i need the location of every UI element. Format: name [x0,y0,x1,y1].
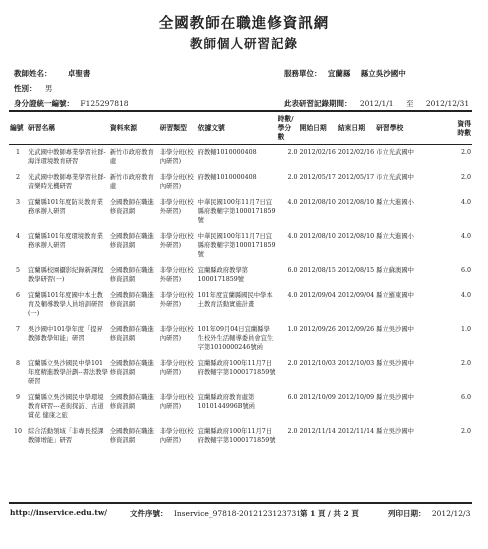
cell-name: 宜蘭縣立吳沙國民中學101年度精進教學計劃--書法教學研習 [27,360,108,385]
period-end: 2012/12/31 [425,99,470,108]
cell-basis: 101年度宜蘭縣國民中學本土教育活動實施計畫 [197,292,273,308]
cell-hours: 6.0 [287,394,298,401]
cell-start: 2012/11/14 [299,428,336,435]
header-school: 研習學校 [375,113,430,145]
cell-basis: 宜蘭縣政府100年11月7日府教輔字第1000171859號 [197,428,276,444]
id-row [14,98,129,109]
cell-no: 3 [15,199,20,206]
cell-hours: 2.0 [287,174,298,181]
cell-basis: 府教輔1010000408 [197,149,257,156]
cell-start: 2012/10/09 [299,394,336,401]
table-header-row [9,113,472,145]
cell-end: 2012/05/17 [337,174,375,181]
cell-type: 非學分班(校外研習) [159,292,194,308]
cell-end: 2012/11/14 [337,428,375,435]
table-row [9,263,472,288]
cell-type: 非學分班(校外研習) [159,233,194,249]
name-label: 教師姓名： [14,69,52,78]
cell-school: 縣立蘇澳國中 [376,267,414,274]
table-row [9,195,472,229]
cell-credit: 2.0 [460,149,471,156]
cell-source: 全國教師在職進修資訊網 [109,394,154,410]
header-credit [430,113,472,145]
gender-value: 男 [44,84,53,93]
cell-basis: 101年09月04日宜蘭縣學生校外生活輔導委員會宜生字第1010000246號函 [197,326,274,351]
cell-no: 2 [15,174,20,181]
cell-source: 新竹市政府教育處 [109,149,154,165]
docno-label: 文件序號： [130,509,168,518]
header-credit-line2: 時數 [457,128,471,137]
cell-source: 全國教師在職進修資訊網 [109,428,154,444]
table-top-rule [9,110,472,112]
header-type: 研習類型 [159,113,197,145]
cell-school: 縣立吳沙國中 [376,360,414,367]
gender-label: 性別： [14,84,37,93]
cell-type: 非學分班(校內研習) [159,360,194,376]
cell-no: 6 [15,292,20,299]
cell-name: 宜蘭縣立吳沙國民中學環境教育研習---老街探訪、古道賞花 健康之旅 [27,394,104,419]
cell-source: 全國教師在職進修資訊網 [109,292,154,308]
cell-credit: 1.0 [460,326,471,333]
unit-label: 服務單位： [284,69,322,78]
cell-type: 非學分班(校內研習) [159,149,194,165]
cell-no: 1 [15,149,20,156]
cell-school: 市立光武國中 [376,149,414,156]
id-label: 身分證統一編號： [14,99,74,108]
cell-credit: 2.0 [460,428,471,435]
page-title: 全國教師在職進修資訊網 [158,15,330,32]
cell-basis: 宜蘭縣政府教育處第1010144996B號函 [197,394,255,410]
table-row [9,424,472,449]
cell-name: 宜蘭縣101年度國中本土教育及輔導教學人員培訓研習(一) [27,292,104,317]
table-row [9,229,472,263]
cell-no: 9 [15,394,20,401]
id-value: F125297818 [80,99,129,108]
unit-county: 宜蘭縣 [327,69,351,78]
period-separator: 至 [405,99,414,108]
header-start: 開始日期 [299,113,337,145]
cell-credit: 6.0 [460,394,471,401]
service-unit-row [284,68,406,79]
cell-hours: 1.0 [287,326,298,333]
table-row [9,288,472,322]
cell-credit: 2.0 [460,174,471,181]
footer-url-text: http://inservice.edu.tw/ [10,508,108,517]
gender-row [14,83,52,94]
cell-end: 2012/08/10 [337,199,375,206]
cell-end: 2012/10/09 [337,394,375,401]
table-row [9,322,472,356]
cell-credit: 2.0 [460,360,471,367]
cell-start: 2012/08/10 [299,199,336,206]
table-row [9,170,472,195]
cell-start: 2012/09/26 [299,326,336,333]
cell-start: 2012/08/10 [299,233,336,240]
cell-hours: 4.0 [287,292,298,299]
cell-school: 縣立羅東國中 [376,292,414,299]
cell-hours: 4.0 [287,233,298,240]
cell-source: 全國教師在職進修資訊網 [109,267,154,283]
cell-name: 宜蘭縣101年度防災教育業務承辦人研習 [27,199,103,215]
cell-no: 7 [15,326,20,333]
period-start: 2012/1/1 [359,99,394,108]
cell-name: 宜蘭縣校園攝影紀錄新課程教學研習(一) [27,267,104,283]
unit-school: 縣立吳沙國中 [360,69,406,78]
footer-print-date [388,508,470,519]
name-value: 卓聖書 [67,69,91,78]
header-source: 資料來源 [109,113,159,145]
cell-hours: 6.0 [287,267,298,274]
cell-no: 10 [13,428,22,435]
cell-type: 非學分班(校內研習) [159,394,194,410]
cell-end: 2012/08/15 [337,267,375,274]
cell-type: 非學分班(校內研習) [159,174,194,190]
cell-credit: 4.0 [460,233,471,240]
cell-basis: 中華民國100年11月7日宜縣府教輔字第1000171859號 [197,233,276,258]
period-label: 此表研習記錄期間： [284,99,352,108]
header-no: 編號 [9,113,27,145]
cell-hours: 2.0 [287,428,298,435]
cell-type: 非學分班(校外研習) [159,199,194,215]
header-name: 研習名稱 [27,113,109,145]
header-hours-line2: 學分數 [277,124,292,141]
header-hours-line1: 時數/ [277,115,294,123]
footer-page [300,508,359,519]
table-row [9,390,472,424]
footer-docno [130,508,301,519]
cell-start: 2012/08/15 [299,267,336,274]
footer-url [10,508,107,517]
cell-end: 2012/02/16 [337,149,375,156]
header-end: 結束日期 [337,113,375,145]
table-row [9,356,472,390]
cell-credit: 4.0 [460,292,471,299]
cell-name: 綜合活動領域「非專長授課教師增能」研習 [27,428,104,444]
cell-basis: 府教輔1010000408 [197,174,257,181]
teacher-name-row [14,68,90,79]
table-row [9,145,472,171]
docno-value: Inservice_97818-2012123123731 [173,509,302,518]
cell-basis: 宜蘭縣政府教學第1000171859號 [197,267,249,283]
cell-start: 2012/09/04 [299,292,336,299]
cell-end: 2012/10/03 [337,360,375,367]
header-basis: 依據文號 [197,113,277,145]
cell-credit: 4.0 [460,199,471,206]
header-hours [277,113,299,145]
cell-school: 縣立吳沙國中 [376,326,414,333]
cell-source: 新竹市政府教育處 [109,174,154,190]
cell-no: 8 [15,360,20,367]
cell-start: 2012/10/03 [299,360,336,367]
cell-type: 非學分班(校內研習) [159,326,194,342]
cell-source: 全國教師在職進修資訊網 [109,199,154,215]
cell-school: 縣立大進國小 [376,199,414,206]
cell-start: 2012/02/16 [299,149,336,156]
cell-no: 4 [15,233,20,240]
cell-start: 2012/05/17 [299,174,336,181]
print-date-label: 列印日期： [388,509,426,518]
page-number-text: 第 1 頁 / 共 2 頁 [300,509,359,518]
cell-credit: 6.0 [460,267,471,274]
cell-school: 縣立吳沙國中 [376,394,414,401]
cell-school: 縣立吳沙國中 [376,428,414,435]
cell-basis: 宜蘭縣政府100年11月7日府教輔字第1000171859號 [197,360,276,376]
cell-name: 光武國中教師專業學習社群-海洋環境教育研習 [27,149,106,165]
cell-basis: 中華民國100年11月7日宜縣府教輔字第1000171859號 [197,199,276,224]
cell-end: 2012/08/10 [337,233,375,240]
cell-type: 非學分班(校內研習) [159,428,194,444]
header-credit-line1: 資得 [457,119,471,128]
cell-end: 2012/09/04 [337,292,375,299]
cell-school: 市立光武國中 [376,174,414,181]
cell-name: 吳沙國中101學年度「提昇教師教學知能」研習 [27,326,103,342]
training-records-table [9,113,472,449]
cell-end: 2012/09/26 [337,326,375,333]
period-row [284,98,469,109]
cell-source: 全國教師在職進修資訊網 [109,233,154,249]
print-date-value: 2012/12/3 [431,509,471,518]
cell-source: 全國教師在職進修資訊網 [109,326,154,342]
cell-name: 光武國中教師專業學習社群-音樂時光機研習 [27,174,106,190]
cell-type: 非學分班(校外研習) [159,267,194,283]
cell-no: 5 [15,267,20,274]
cell-hours: 2.0 [287,149,298,156]
cell-school: 縣立大進國小 [376,233,414,240]
page-subtitle: 教師個人研習記錄 [189,36,298,51]
cell-hours: 2.0 [287,360,298,367]
cell-hours: 4.0 [287,199,298,206]
footer-rule [9,502,472,504]
cell-source: 全國教師在職進修資訊網 [109,360,154,376]
cell-name: 宜蘭縣101年度環境教育業務承辦人研習 [27,233,103,249]
